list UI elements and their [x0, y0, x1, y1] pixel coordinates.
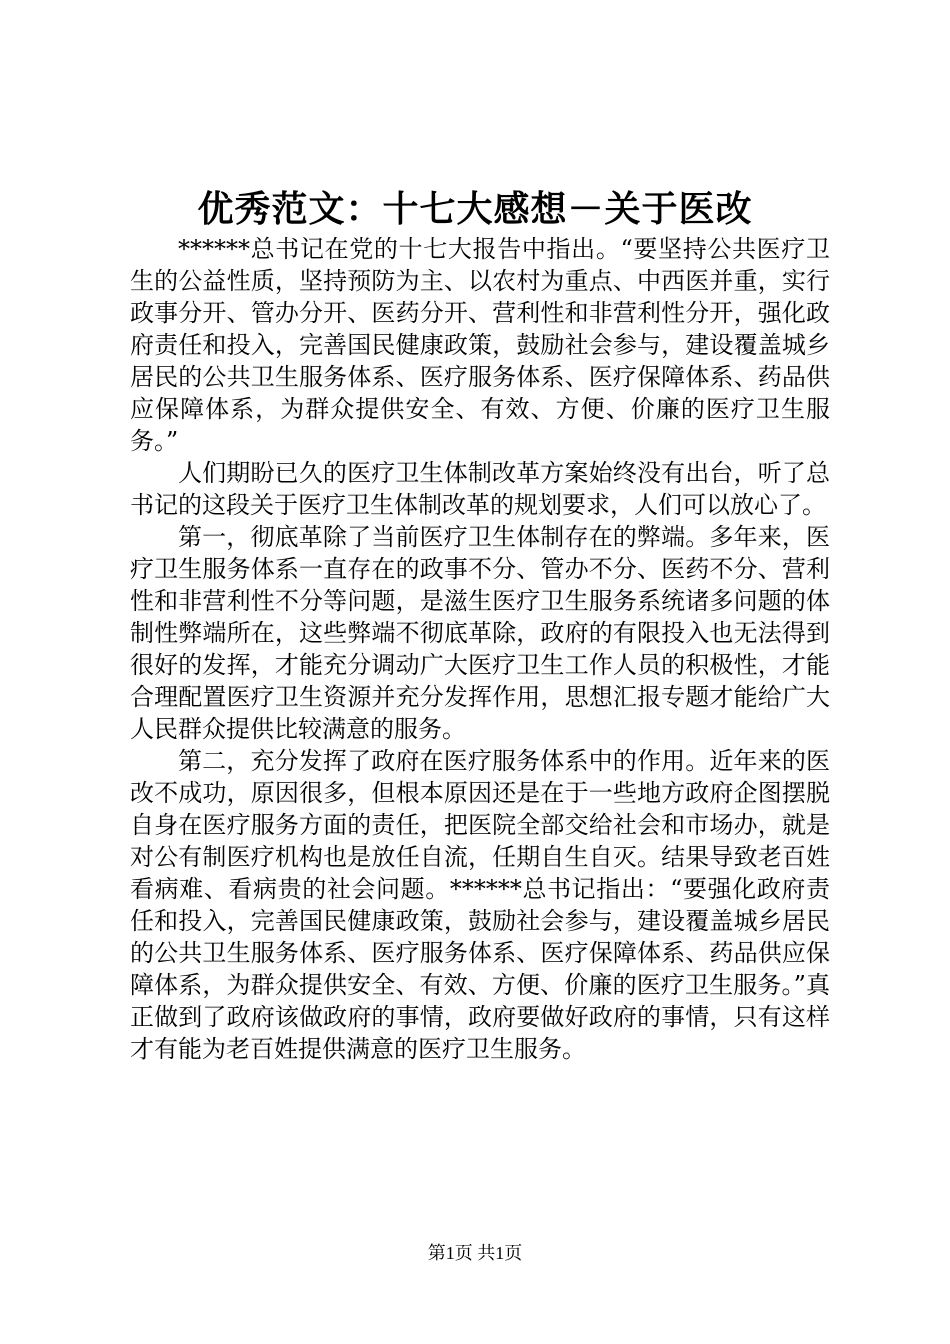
paragraph-4: 第二，充分发挥了政府在医疗服务体系中的作用。近年来的医改不成功，原因很多，但根本原因还是在于一些地方政府企图摆脱自身在医疗服务方面的责任，把医院全部交给社会和市场办，就是对公有制医疗机构也是放任自流，任期自生自灭。结果导致老百姓看病难、看病贵的社会问题。******总书记指出：“要强化政府责任和投入，完善国民健康政策，鼓励社会参与，建设覆盖城乡居民的公共卫生服务体系、医疗服务体系、医疗保障体系、药品供应保障体系，为群众提供安全、有效、方便、价廉的医疗卫生服务。”真正做到了政府该做政府的事情，政府要做好政府的事情，只有这样才有能为老百姓提供满意的医疗卫生服务。	[130, 747, 830, 1063]
page-footer: 第1页 共1页	[427, 1243, 523, 1263]
paragraph-2: 人们期盼已久的医疗卫生体制改革方案始终没有出台，听了总书记的这段关于医疗卫生体制改革的规划要求，人们可以放心了。	[130, 459, 830, 519]
document-body	[130, 233, 830, 1065]
paragraph-1: ******总书记在党的十七大报告中指出。“要坚持公共医疗卫生的公益性质，坚持预防为主、以农村为重点、中西医并重，实行政事分开、管办分开、医药分开、营利性和非营利性分开，强化政府责任和投入，完善国民健康政策，鼓励社会参与，建设覆盖城乡居民的公共卫生服务体系、医疗服务体系、医疗保障体系、药品供应保障体系，为群众提供安全、有效、方便、价廉的医疗卫生服务。”	[130, 235, 830, 455]
document-title: 优秀范文：十七大感想－关于医改	[197, 188, 753, 230]
paragraph-3: 第一，彻底革除了当前医疗卫生体制存在的弊端。多年来，医疗卫生服务体系一直存在的政事不分、管办不分、医药不分、营利性和非营利性不分等问题，是滋生医疗卫生服务系统诸多问题的体制性弊端所在，这些弊端不彻底革除，政府的有限投入也无法得到很好的发挥，才能充分调动广大医疗卫生工作人员的积极性，才能合理配置医疗卫生资源并充分发挥作用，思想汇报专题才能给广大人民群众提供比较满意的服务。	[130, 523, 830, 743]
